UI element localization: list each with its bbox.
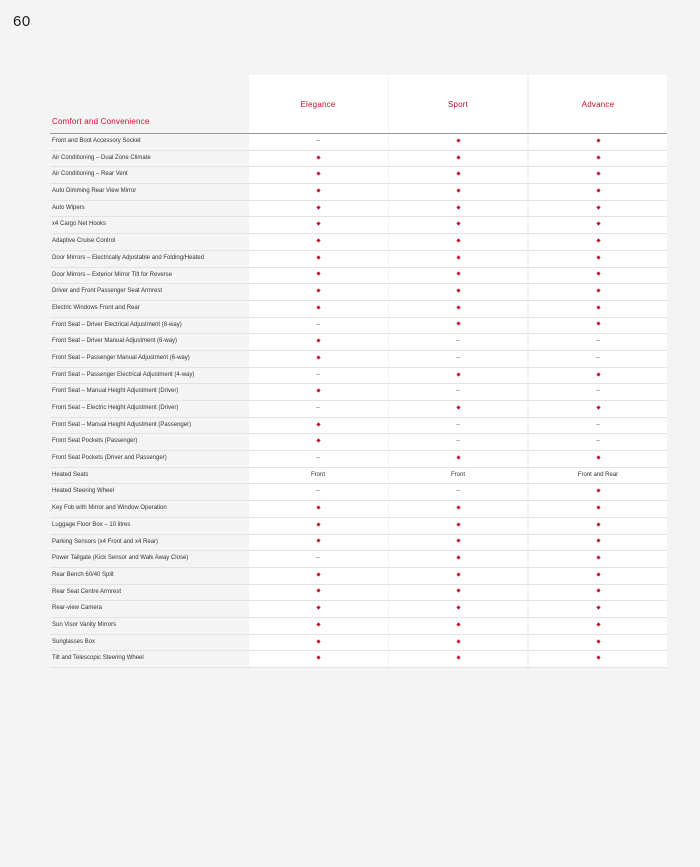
cell-elegance (249, 572, 387, 578)
table-row (50, 601, 667, 618)
standard-dot-icon (596, 238, 600, 242)
cell-sport (389, 138, 527, 144)
cell-sport (389, 488, 527, 494)
cell-elegance (249, 455, 387, 461)
standard-dot-icon (596, 555, 600, 559)
page-number: 60 (13, 13, 31, 30)
standard-dot-icon (316, 389, 320, 393)
column-header-sport: Sport (447, 100, 469, 109)
standard-dot-icon (596, 489, 600, 493)
cell-advance (529, 355, 667, 361)
cell-elegance (249, 138, 387, 144)
cell-sport (389, 205, 527, 211)
table-row (50, 635, 667, 652)
cell-advance (529, 539, 667, 545)
feature-label: Adaptive Cruise Control (52, 238, 116, 245)
standard-dot-icon (456, 639, 460, 643)
cell-sport (389, 188, 527, 194)
cell-elegance (249, 322, 387, 328)
cell-sport: Front (450, 471, 465, 478)
cell-advance (529, 605, 667, 611)
cell-elegance (249, 155, 387, 161)
table-row (50, 301, 667, 318)
feature-label: Front Seat – Driver Manual Adjustment (6-way) (52, 338, 178, 345)
feature-label: Front Seat – Driver Electrical Adjustment (8-way) (52, 321, 182, 328)
cell-advance (529, 572, 667, 578)
not-available-dash: – (316, 138, 320, 144)
standard-dot-icon (596, 656, 600, 660)
table-row (50, 468, 667, 485)
cell-sport (389, 338, 527, 344)
standard-dot-icon (456, 656, 460, 660)
standard-dot-icon (456, 255, 460, 259)
standard-dot-icon (316, 288, 320, 292)
cell-advance (529, 388, 667, 394)
cell-sport (389, 589, 527, 595)
table-row (50, 268, 667, 285)
cell-elegance (249, 238, 387, 244)
standard-dot-icon (456, 555, 460, 559)
cell-advance (529, 288, 667, 294)
standard-dot-icon (596, 155, 600, 159)
cell-advance (529, 188, 667, 194)
cell-sport (389, 655, 527, 661)
not-available-dash: – (456, 388, 460, 395)
feature-label: Key Fob with Mirror and Window Operation (52, 505, 167, 512)
feature-label: Front Seat Pockets (Driver and Passenger) (52, 455, 167, 462)
cell-elegance (249, 305, 387, 311)
feature-label: x4 Cargo Net Hooks (52, 221, 107, 228)
cell-elegance (249, 589, 387, 595)
feature-label: Heated Steering Wheel (52, 488, 115, 495)
standard-dot-icon (316, 606, 320, 610)
feature-label: Sunglasses Box (52, 638, 96, 645)
cell-advance (529, 272, 667, 278)
standard-dot-icon (596, 288, 600, 292)
table-row (50, 484, 667, 501)
table-row (50, 151, 667, 168)
not-available-dash: – (316, 405, 320, 411)
feature-label: Auto Dimming Rear View Mirror (52, 188, 137, 195)
cell-elegance (249, 422, 387, 428)
not-available-dash: – (316, 321, 320, 328)
feature-label: Front Seat – Manual Height Adjustment (Passenger) (52, 421, 192, 428)
standard-dot-icon (596, 622, 600, 626)
not-available-dash: – (316, 455, 320, 462)
cell-sport (389, 272, 527, 278)
feature-label: Heated Seats (52, 471, 89, 478)
standard-dot-icon (596, 455, 600, 459)
cell-elegance (249, 372, 387, 378)
cell-advance (529, 221, 667, 227)
table-row (50, 134, 667, 151)
cell-elegance (249, 272, 387, 278)
cell-advance (529, 138, 667, 144)
standard-dot-icon (456, 288, 460, 292)
cell-elegance (249, 288, 387, 294)
section-title: Comfort and Convenience (52, 117, 150, 126)
feature-label: Driver and Front Passenger Seat Armrest (52, 288, 163, 295)
standard-dot-icon (456, 238, 460, 242)
table-row (50, 217, 667, 234)
standard-dot-icon (456, 572, 460, 576)
feature-label: Electric Windows Front and Rear (52, 304, 140, 311)
not-available-dash: – (316, 488, 320, 495)
not-available-dash: – (456, 338, 460, 345)
not-available-dash: – (456, 488, 460, 495)
cell-advance (529, 171, 667, 177)
cell-elegance (249, 622, 387, 628)
table-row (50, 434, 667, 451)
cell-sport (389, 305, 527, 311)
table-row (50, 518, 667, 535)
standard-dot-icon (596, 205, 600, 209)
cell-elegance (249, 205, 387, 211)
cell-advance (529, 455, 667, 461)
feature-label: Rear Seat Centre Armrest (52, 588, 122, 595)
table-row (50, 184, 667, 201)
cell-sport (389, 405, 527, 411)
feature-label: Rear Bench 60/40 Split (52, 571, 114, 578)
feature-label: Auto Wipers (52, 204, 85, 211)
standard-dot-icon (456, 172, 460, 176)
cell-sport (389, 221, 527, 227)
standard-dot-icon (456, 372, 460, 376)
table-row (50, 368, 667, 385)
standard-dot-icon (316, 589, 320, 593)
cell-sport (389, 438, 527, 444)
standard-dot-icon (316, 238, 320, 242)
cell-advance (529, 338, 667, 344)
table-row (50, 618, 667, 635)
standard-dot-icon (596, 405, 600, 409)
cell-advance (529, 555, 667, 561)
cell-sport (389, 572, 527, 578)
cell-advance (529, 255, 667, 261)
cell-elegance (249, 388, 387, 394)
feature-label: Sun Visor Vanity Mirrors (52, 621, 117, 628)
not-available-dash: – (316, 371, 320, 378)
cell-sport (389, 555, 527, 561)
standard-dot-icon (456, 405, 460, 409)
cell-sport (389, 255, 527, 261)
table-row (50, 251, 667, 268)
standard-dot-icon (316, 439, 320, 443)
feature-label: Air Conditioning – Dual Zone Climate (52, 154, 151, 161)
cell-sport (389, 422, 527, 428)
standard-dot-icon (456, 188, 460, 192)
table-row (50, 384, 667, 401)
cell-elegance (249, 522, 387, 528)
standard-dot-icon (316, 639, 320, 643)
standard-dot-icon (596, 272, 600, 276)
not-available-dash: – (596, 388, 600, 395)
table-row (50, 167, 667, 184)
cell-elegance: Front (310, 471, 325, 478)
standard-dot-icon (596, 606, 600, 610)
standard-dot-icon (596, 505, 600, 509)
standard-dot-icon (316, 255, 320, 259)
cell-elegance (249, 488, 387, 494)
standard-dot-icon (596, 522, 600, 526)
standard-dot-icon (456, 522, 460, 526)
table-row (50, 651, 667, 668)
standard-dot-icon (316, 572, 320, 576)
cell-elegance (249, 505, 387, 511)
cell-sport (389, 155, 527, 161)
cell-sport (389, 238, 527, 244)
cell-advance (529, 505, 667, 511)
cell-elegance (249, 605, 387, 611)
cell-elegance (249, 188, 387, 194)
standard-dot-icon (316, 272, 320, 276)
cell-elegance (249, 438, 387, 444)
standard-dot-icon (316, 622, 320, 626)
feature-label: Door Mirrors – Exterior Mirror Tilt for Reverse (52, 271, 173, 278)
cell-advance (529, 522, 667, 528)
cell-elegance (249, 255, 387, 261)
feature-label: Tilt and Telescopic Steering Wheel (52, 655, 144, 662)
cell-advance: Front and Rear (577, 471, 619, 478)
standard-dot-icon (596, 589, 600, 593)
standard-dot-icon (596, 255, 600, 259)
feature-label: Front Seat – Electric Height Adjustment (Driver) (52, 405, 179, 411)
cell-advance (529, 622, 667, 628)
column-header-elegance: Elegance (300, 100, 336, 109)
standard-dot-icon (596, 172, 600, 176)
feature-label: Front Seat – Passenger Electrical Adjustment (4-way) (52, 371, 195, 378)
standard-dot-icon (596, 305, 600, 309)
cell-advance (529, 488, 667, 494)
table-row (50, 535, 667, 552)
table-row (50, 585, 667, 602)
cell-elegance (249, 405, 387, 411)
not-available-dash: – (316, 555, 320, 562)
table-row (50, 568, 667, 585)
table-row (50, 334, 667, 351)
cell-elegance (249, 221, 387, 227)
table-row (50, 401, 667, 418)
standard-dot-icon (316, 188, 320, 192)
cell-sport (389, 622, 527, 628)
cell-advance (529, 655, 667, 661)
feature-label: Rear-view Camera (52, 605, 103, 612)
not-available-dash: – (596, 438, 600, 445)
cell-advance (529, 422, 667, 428)
standard-dot-icon (456, 205, 460, 209)
cell-sport (389, 605, 527, 611)
feature-label: Luggage Floor Box – 10 litres (52, 521, 131, 528)
standard-dot-icon (316, 155, 320, 159)
not-available-dash: – (596, 421, 600, 428)
standard-dot-icon (316, 656, 320, 660)
standard-dot-icon (596, 572, 600, 576)
standard-dot-icon (456, 505, 460, 509)
standard-dot-icon (456, 622, 460, 626)
standard-dot-icon (316, 305, 320, 309)
standard-dot-icon (316, 222, 320, 226)
standard-dot-icon (316, 422, 320, 426)
cell-sport (389, 355, 527, 361)
standard-dot-icon (316, 355, 320, 359)
cell-sport (389, 288, 527, 294)
cell-elegance (249, 555, 387, 561)
table-row (50, 201, 667, 218)
cell-advance (529, 372, 667, 378)
cell-sport (389, 539, 527, 545)
feature-label: Front and Boot Accessory Socket (52, 138, 141, 144)
cell-sport (389, 505, 527, 511)
standard-dot-icon (456, 539, 460, 543)
feature-table (50, 134, 667, 668)
not-available-dash: – (596, 354, 600, 361)
cell-advance (529, 155, 667, 161)
cell-sport (389, 372, 527, 378)
cell-sport (389, 522, 527, 528)
cell-advance (529, 322, 667, 328)
standard-dot-icon (316, 205, 320, 209)
not-available-dash: – (456, 438, 460, 445)
feature-label: Air Conditioning – Rear Vent (52, 171, 128, 178)
cell-advance (529, 589, 667, 595)
column-header-advance: Advance (581, 100, 615, 109)
standard-dot-icon (456, 155, 460, 159)
cell-advance (529, 438, 667, 444)
standard-dot-icon (316, 172, 320, 176)
cell-elegance (249, 338, 387, 344)
not-available-dash: – (456, 354, 460, 361)
table-row (50, 501, 667, 518)
standard-dot-icon (456, 589, 460, 593)
cell-advance (529, 639, 667, 645)
cell-advance (529, 405, 667, 411)
table-row (50, 351, 667, 368)
cell-elegance (249, 639, 387, 645)
cell-elegance (249, 539, 387, 545)
standard-dot-icon (596, 188, 600, 192)
feature-label: Power Tailgate (Kick Sensor and Walk Away Close) (52, 555, 189, 562)
standard-dot-icon (596, 322, 600, 326)
not-available-dash: – (456, 421, 460, 428)
standard-dot-icon (316, 505, 320, 509)
cell-advance (529, 205, 667, 211)
not-available-dash: – (596, 338, 600, 345)
table-row (50, 418, 667, 435)
cell-elegance (249, 655, 387, 661)
feature-label: Front Seat – Passenger Manual Adjustment (6-way) (52, 354, 190, 361)
cell-elegance (249, 355, 387, 361)
standard-dot-icon (596, 372, 600, 376)
cell-sport (389, 388, 527, 394)
standard-dot-icon (456, 606, 460, 610)
cell-sport (389, 171, 527, 177)
cell-advance (529, 238, 667, 244)
standard-dot-icon (316, 539, 320, 543)
table-row (50, 551, 667, 568)
table-row (50, 318, 667, 335)
cell-elegance (249, 171, 387, 177)
standard-dot-icon (456, 322, 460, 326)
table-row (50, 284, 667, 301)
cell-sport (389, 455, 527, 461)
feature-label: Front Seat Pockets (Passenger) (52, 438, 138, 445)
feature-label: Front Seat – Manual Height Adjustment (Driver) (52, 388, 179, 395)
standard-dot-icon (596, 222, 600, 226)
standard-dot-icon (456, 455, 460, 459)
standard-dot-icon (456, 222, 460, 226)
table-row (50, 234, 667, 251)
feature-label: Door Mirrors – Electrically Adjustable and Folding/Heated (52, 254, 205, 261)
cell-sport (389, 322, 527, 328)
standard-dot-icon (596, 138, 600, 142)
cell-advance (529, 305, 667, 311)
standard-dot-icon (596, 639, 600, 643)
standard-dot-icon (316, 522, 320, 526)
table-row (50, 451, 667, 468)
standard-dot-icon (456, 272, 460, 276)
standard-dot-icon (316, 339, 320, 343)
standard-dot-icon (456, 305, 460, 309)
standard-dot-icon (596, 539, 600, 543)
cell-sport (389, 639, 527, 645)
standard-dot-icon (456, 138, 460, 142)
feature-label: Parking Sensors (x4 Front and x4 Rear) (52, 538, 159, 545)
